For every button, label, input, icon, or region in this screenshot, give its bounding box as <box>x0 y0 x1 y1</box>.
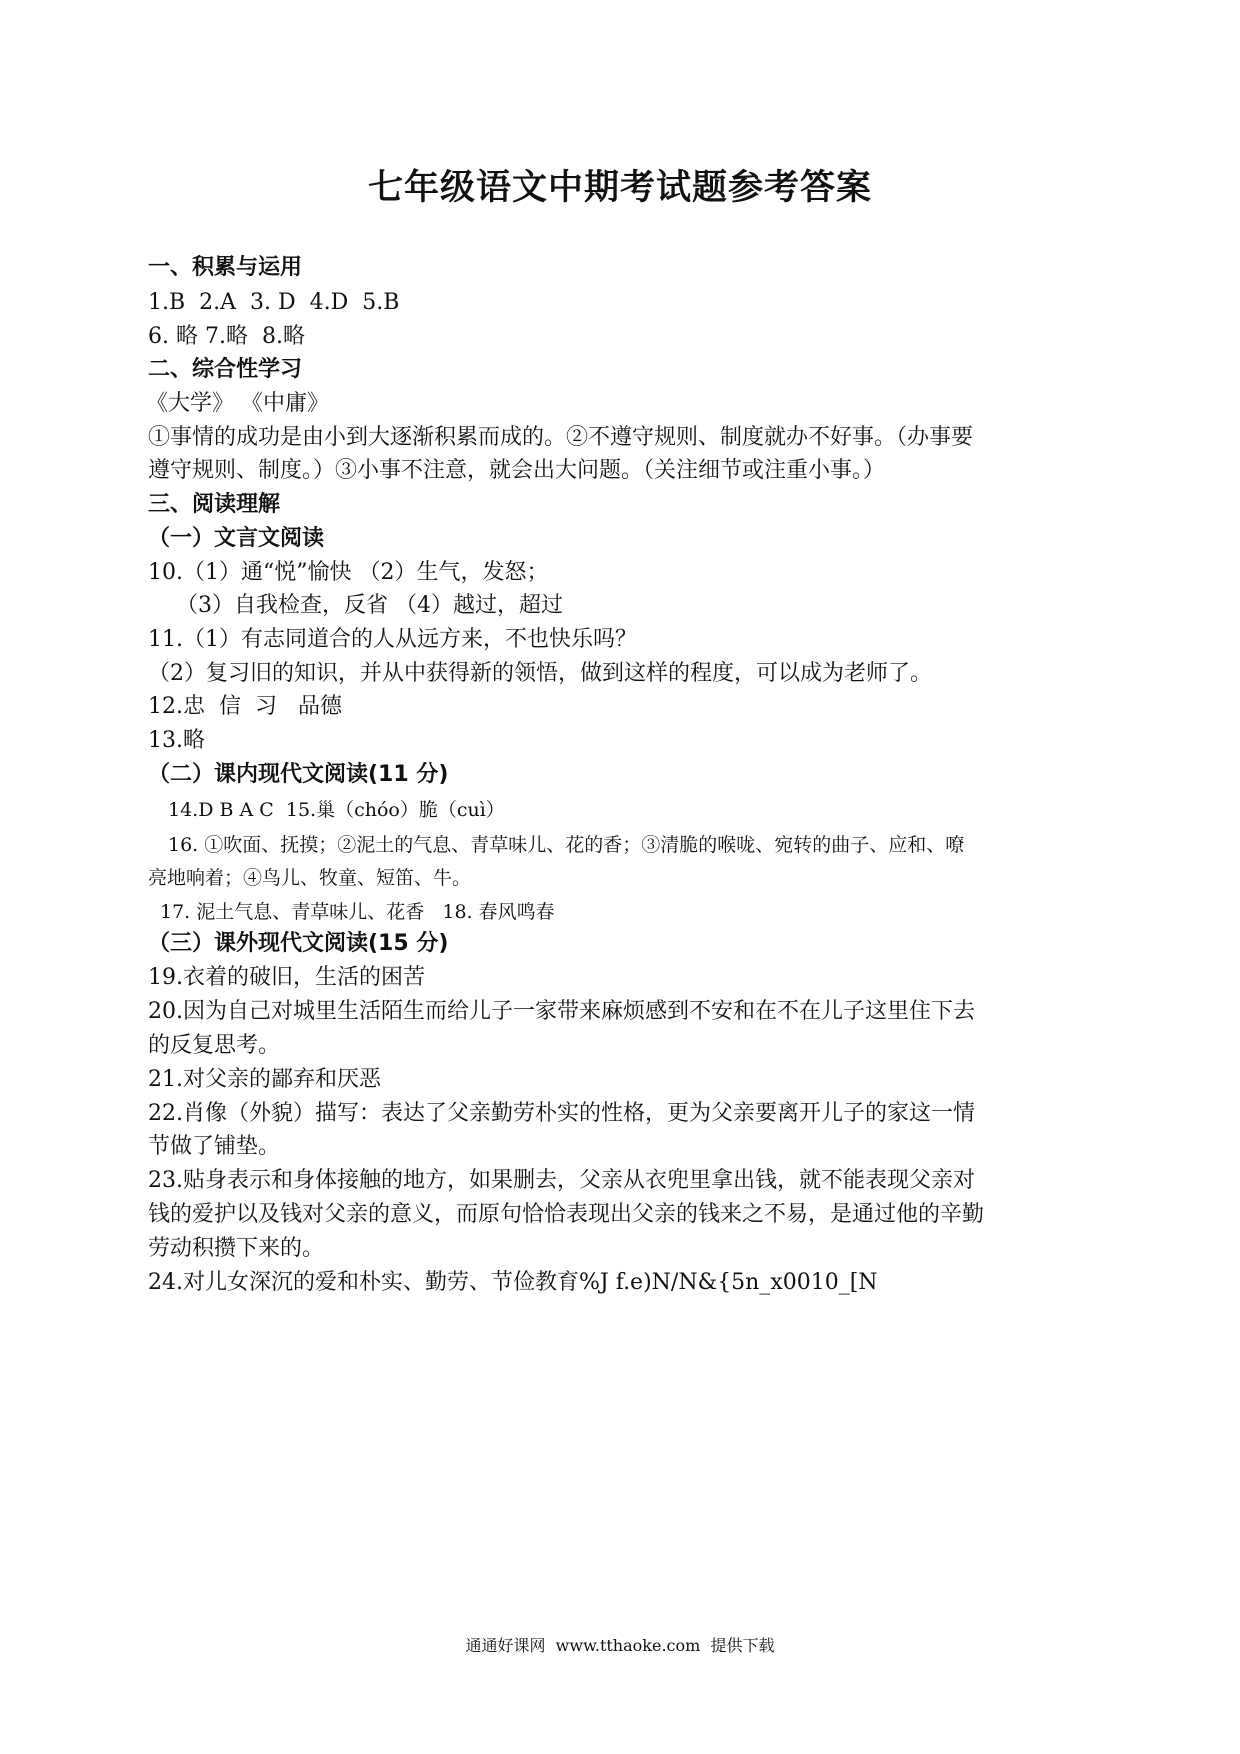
answer-line: 节做了铺垫。 <box>148 1134 281 1159</box>
answer-line: 亮地响着；④鸟儿、牧童、短笛、牛。 <box>148 867 472 889</box>
subsection-heading: （二）课内现代文阅读(11 分) <box>148 762 449 787</box>
answer-line: 遵守规则、制度。）③小事不注意，就会出大问题。（关注细节或注重小事。） <box>148 458 886 483</box>
answer-line: （2）复习旧的知识，并从中获得新的领悟，做到这样的程度，可以成为老师了。 <box>148 661 932 686</box>
answer-line: 《大学》 《中庸》 <box>146 391 329 416</box>
answer-line: 22.肖像（外貌）描写：表达了父亲勤劳朴实的性格，更为父亲要离开儿子的家这一情 <box>148 1101 975 1126</box>
answer-line: 6. 略 7.略 8.略 <box>148 324 305 349</box>
answer-line: 16. ①吹面、抚摸；②泥土的气息、青草味儿、花的香；③清脆的喉咙、宛转的曲子、应和、嘹 <box>168 834 965 856</box>
answer-line: 11.（1）有志同道合的人从远方来，不也快乐吗？ <box>148 627 637 652</box>
section-heading-1: 一、积累与运用 <box>148 255 303 280</box>
answer-line: 20.因为自己对城里生活陌生而给儿子一家带来麻烦感到不安和在不在儿子这里住下去 <box>148 999 975 1024</box>
section-heading-3: 三、阅读理解 <box>148 492 281 517</box>
subsection-heading: （一）文言文阅读 <box>148 526 325 551</box>
answer-line: 14.D B A C 15.巢（chóo）脆（cuì） <box>168 799 505 821</box>
answer-line: 21.对父亲的鄙弃和厌恶 <box>148 1067 381 1092</box>
answer-line: ①事情的成功是由小到大逐渐积累而成的。②不遵守规则、制度就办不好事。（办事要 <box>148 425 974 450</box>
page-title: 七年级语文中期考试题参考答案 <box>367 168 872 208</box>
answer-line: 1.B 2.A 3. D 4.D 5.B <box>148 290 400 315</box>
answer-line: 10.（1）通“悦”愉快 （2）生气，发怒； <box>148 560 549 585</box>
answer-line: 12.忠 信 习 品德 <box>148 694 342 719</box>
answer-line: 钱的爱护以及钱对父亲的意义，而原句恰恰表现出父亲的钱来之不易，是通过他的辛勤 <box>148 1202 985 1227</box>
answer-line: 13.略 <box>148 728 205 753</box>
footer-text: 通通好课网 www.tthaoke.com 提供下载 <box>465 1636 775 1655</box>
section-heading-2: 二、综合性学习 <box>148 357 303 382</box>
answer-line: 23.贴身表示和身体接触的地方，如果删去，父亲从衣兜里拿出钱，就不能表现父亲对 <box>148 1168 975 1193</box>
answer-line: （3）自我检查，反省 （4）越过，超过 <box>176 593 563 618</box>
answer-line: 劳动积攒下来的。 <box>148 1236 325 1261</box>
answer-line: 19.衣着的破旧，生活的困苦 <box>148 965 425 990</box>
answer-line: 的反复思考。 <box>148 1033 281 1058</box>
answer-line: 24.对儿女深沉的爱和朴实、勤劳、节俭教育%J f.e)N/N&{5n_x0010_[N <box>148 1270 878 1295</box>
subsection-heading: （三）课外现代文阅读(15 分) <box>148 931 449 956</box>
answer-line: 17. 泥土气息、青草味儿、花香 18. 春风鸣春 <box>160 901 555 923</box>
